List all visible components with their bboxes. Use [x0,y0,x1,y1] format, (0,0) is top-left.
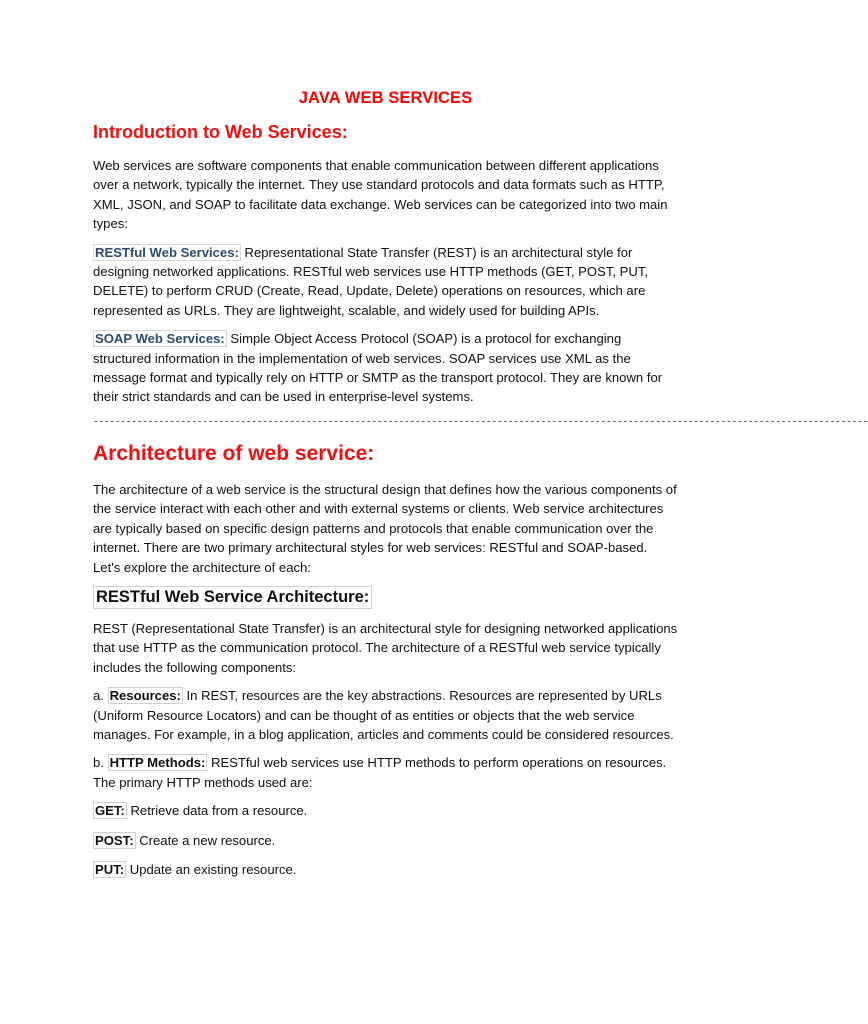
resources-text: In REST, resources are the key abstractions. Resources are represented by URLs (Uniform Resource Locators) and can be thought of as entities or objects that the web service manages. For example, in a blog application, articles and comments could be considered resources. [93,688,674,742]
intro-heading: Introduction to Web Services: [93,122,348,142]
restful-architecture-paragraph: REST (Representational State Transfer) is an architectural style for designing networked applications that use HTTP as the communication protocol. The architecture of a RESTful web service typically includes the following components: [93,620,678,675]
put-text: Update an existing resource. [126,861,297,877]
resources-paragraph [93,686,678,744]
soap-paragraph [93,329,678,407]
get-method-item [93,801,678,820]
post-method-item [93,831,678,850]
post-text: Create a new resource. [135,832,276,848]
architecture-heading: Architecture of web service: [93,441,375,465]
soap-term-link[interactable]: SOAP Web Services: [95,331,225,347]
put-method-item [93,860,678,879]
restful-architecture-heading: RESTful Web Service Architecture: [93,586,372,609]
restful-term-link[interactable]: RESTful Web Services: [95,244,239,260]
post-term: POST: [95,832,134,848]
resources-term: Resources: [109,688,181,704]
put-term: PUT: [95,861,125,877]
section-divider: ---------------------------------------------------------------------------------------------------------------------------------------------- [93,415,868,427]
intro-paragraph: Web services are software components that enable communication between different applications over a network, typically the internet. They use standard protocols and data formats such as HTTP, XML, JSON, and SOAP to facilitate data exchange. Web services can be categorized into two main types: [93,158,668,232]
http-methods-paragraph [93,753,678,792]
get-text: Retrieve data from a resource. [126,803,308,819]
http-methods-term: HTTP Methods: [109,755,206,771]
restful-paragraph [93,243,678,321]
restful-text: Representational State Transfer (REST) is an architectural style for designing networked applications. RESTful web services use HTTP methods (GET, POST, PUT, DELETE) to perform CRUD (Create, Read, Update, Delete) operations on resources, which are represented as URLs. They are lightweight, scalable, and widely used for building APIs. [93,244,649,318]
http-methods-text: RESTful web services use HTTP methods to perform operations on resources. The primary HTTP methods used are: [93,755,667,790]
get-term: GET: [95,803,125,819]
resources-prefix: a. [93,688,108,704]
architecture-paragraph: The architecture of a web service is the structural design that defines how the various components of the service interact with each other and with external systems or clients. Web service architectures are typically based on specific design patterns and protocols that enable communication over the internet. There are two primary architectural styles for web services: RESTful and SOAP-based. Let's explore the architecture of each: [93,481,677,575]
soap-text: Simple Object Access Protocol (SOAP) is a protocol for exchanging structured information in the implementation of web services. SOAP services use XML as the message format and typically rely on HTTP or SMTP as the transport protocol. They are known for their strict standards and can be used in enterprise-level systems. [93,331,663,405]
http-methods-prefix: b. [93,755,108,771]
document-title: JAVA WEB SERVICES [298,89,473,107]
